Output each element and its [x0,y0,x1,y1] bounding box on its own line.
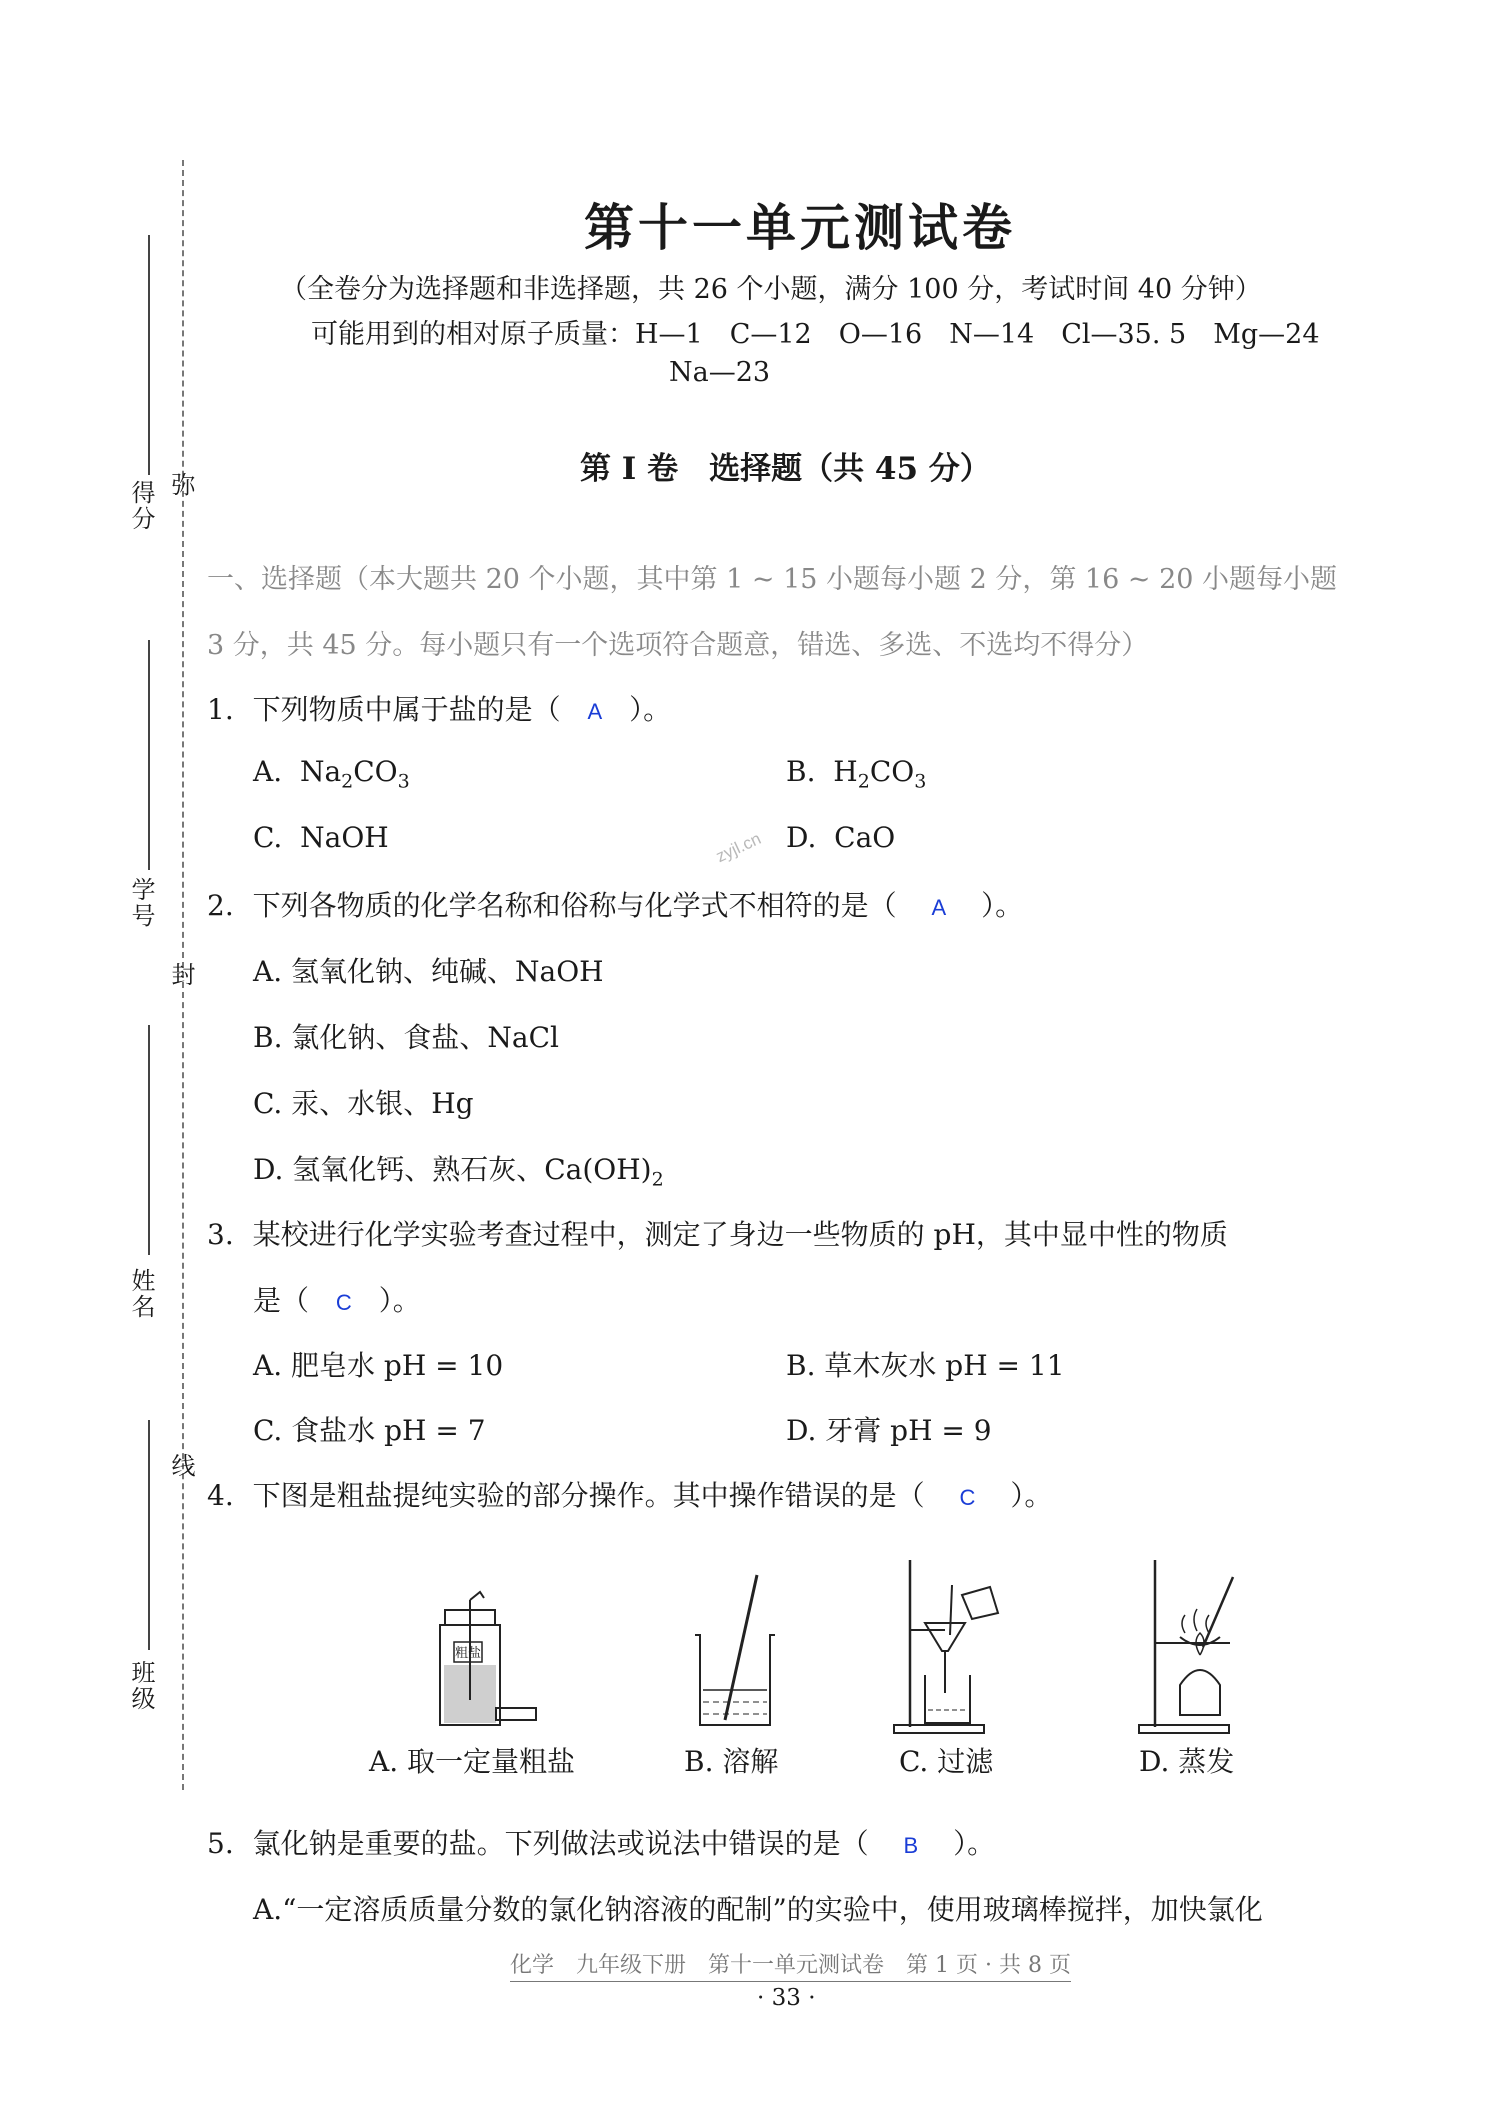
question-stem: 某校进行化学实验考查过程中，测定了身边一些物质的 pH，其中显中性的物质 [252,1218,1228,1251]
evaporation-illustration [1135,1555,1255,1735]
caption-b: B. 溶解 [684,1745,779,1778]
atomic-masses-line-1: 可能用到的相对原子质量：H—1 C—12 O—16 N—14 Cl—35. 5 Mg—24 [311,319,1320,350]
question-number: 5. [207,1827,234,1860]
question-close: ）。 [378,1284,421,1317]
question-stem: 是（ [253,1284,310,1317]
option-d: D. CaO [786,821,896,854]
option-d: D. 氢氧化钙、熟石灰、$Ca(OH)_2$ [253,1153,664,1191]
jar-label: 粗盐 [454,1646,482,1661]
answer-mark: A [587,699,603,724]
option-a: A. $Na_2CO_3$ [253,755,410,793]
question-number: 3. [207,1218,234,1251]
option-b: B. $H_2CO_3$ [786,755,927,793]
name-label: 姓名 [127,1268,155,1320]
option-d: D. 牙膏 pH = 9 [786,1414,992,1447]
score-blank-line [148,235,150,475]
caption-d: D. 蒸发 [1139,1745,1235,1778]
score-label: 得分 [127,480,155,532]
answer-mark: B [903,1833,919,1858]
class-blank-line [148,1420,150,1650]
question-stem: 氯化钠是重要的盐。下列做法或说法中错误的是（ [252,1827,869,1860]
answer-mark: A [931,895,947,920]
question-close: ）。 [981,889,1024,922]
student-no-label: 学号 [127,877,155,929]
seal-char-mi: 弥 [167,472,195,498]
section-instructions-line-2: 3 分，共 45 分。每小题只有一个选项符合题意，错选、多选、不选均不得分） [207,630,1149,661]
question-stem: 下列各物质的化学名称和俗称与化学式不相符的是（ [252,889,897,922]
option-b: B. 草木灰水 pH = 11 [786,1349,1065,1382]
class-label: 班级 [127,1660,155,1712]
caption-a: A. 取一定量粗盐 [369,1745,576,1778]
question-number: 2. [207,889,234,922]
question-number: 1. [207,693,234,726]
option-a: A. 氢氧化钠、纯碱、NaOH [253,955,604,988]
filtration-illustration [890,1555,1010,1735]
watermark: zyjl.cn [712,828,764,867]
option-c: C. 食盐水 pH = 7 [253,1414,486,1447]
answer-mark: C [959,1485,976,1510]
section-instructions-line-1: 一、选择题（本大题共 20 个小题，其中第 1 ~ 15 小题每小题 2 分，第 16 ~ 20 小题每小题 [207,564,1338,595]
question-2 [207,884,1023,924]
student-no-blank-line [148,640,150,870]
page-number: · 33 · [757,1985,816,2011]
question-1 [207,688,671,728]
exam-note: （全卷分为选择题和非选择题，共 26 个小题，满分 100 分，考试时间 40 分钟） [280,274,1262,305]
question-close: ）。 [953,1827,996,1860]
atomic-masses-line-2: Na—23 [669,357,771,388]
option-c: C. NaOH [253,821,389,854]
question-number: 4. [207,1479,234,1512]
question-stem: 下列物质中属于盐的是（ [252,693,561,726]
question-stem: 下图是粗盐提纯实验的部分操作。其中操作错误的是（ [252,1479,925,1512]
name-blank-line [148,1025,150,1255]
option-b: B. 氯化钠、食盐、NaCl [253,1021,559,1054]
question-4 [207,1474,1052,1514]
option-a: A.“一定溶质质量分数的氯化钠溶液的配制”的实验中，使用玻璃棒搅拌，加快氯化 [253,1893,1263,1926]
seal-char-xian: 线 [167,1453,195,1479]
option-a: A. 肥皂水 pH = 10 [253,1349,504,1382]
page-title: 第十一单元测试卷 [584,198,1016,257]
footer-line: 化学 九年级下册 第十一单元测试卷 第 1 页 · 共 8 页 [510,1948,1071,1982]
seal-char-feng: 封 [167,962,195,988]
question-3-continued [253,1279,421,1319]
dissolving-illustration [685,1570,785,1730]
question-3 [207,1213,1228,1253]
option-c: C. 汞、水银、Hg [253,1087,474,1120]
crude-salt-jar-illustration [430,1590,540,1730]
question-close: ）。 [1010,1479,1053,1512]
question-5 [207,1822,995,1862]
section-title: 第 Ⅰ 卷 选择题（共 45 分） [580,451,991,487]
question-close: ）。 [629,693,672,726]
caption-c: C. 过滤 [899,1745,994,1778]
answer-mark: C [335,1290,352,1315]
